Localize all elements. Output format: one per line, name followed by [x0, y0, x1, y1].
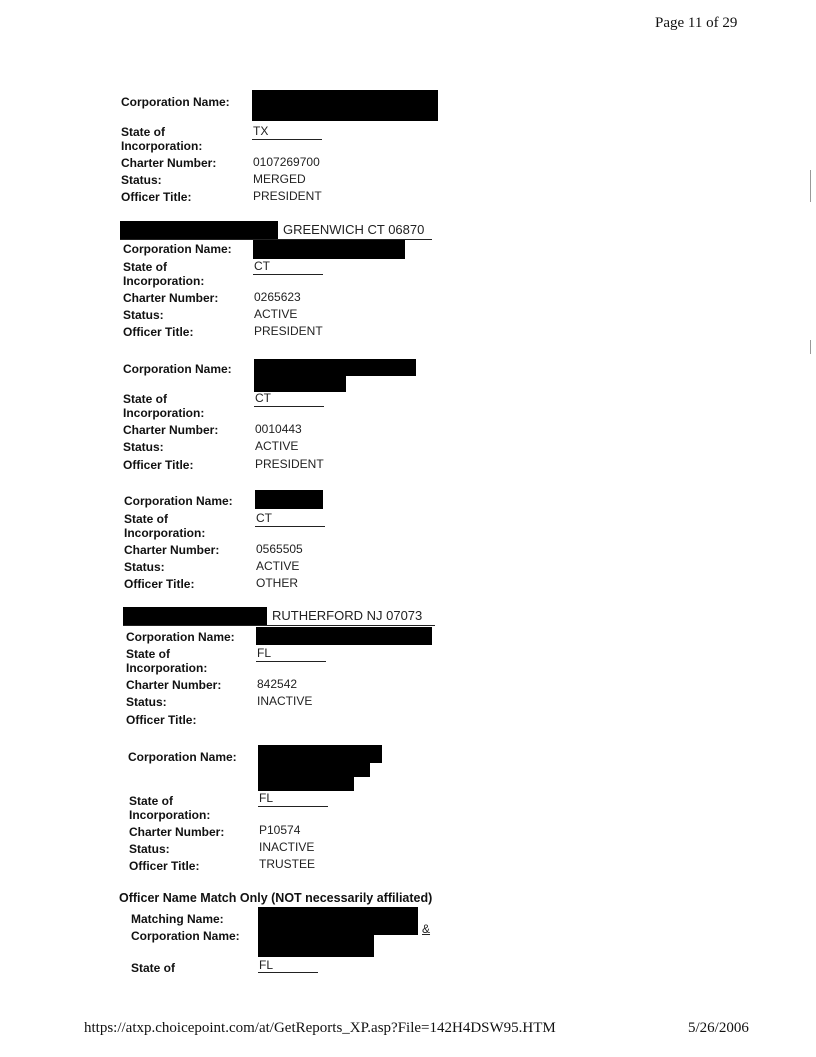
officer-title-label: Officer Title: [129, 859, 200, 873]
charter-number-label: Charter Number: [123, 291, 219, 305]
charter-number-value: 0265623 [254, 290, 301, 304]
officer-title-value: TRUSTEE [259, 857, 316, 871]
status-label: Status: [124, 560, 165, 574]
officer-title-label: Officer Title: [123, 458, 194, 472]
incorporation-label: Incorporation: [123, 274, 205, 288]
redaction-block [120, 221, 278, 239]
incorporation-label: Incorporation: [129, 808, 211, 822]
charter-number-label: Charter Number: [126, 678, 222, 692]
footer-url: https://atxp.choicepoint.com/at/GetReports_XP.asp?File=142H4DSW95.HTM [84, 1020, 556, 1036]
redaction-block [252, 90, 438, 121]
status-label: Status: [123, 308, 164, 322]
field-underline [258, 972, 318, 973]
incorporation-label: Incorporation: [121, 139, 203, 153]
redaction-block [258, 907, 418, 935]
status-value: MERGED [253, 172, 306, 186]
incorporation-label: Incorporation: [124, 526, 206, 540]
status-value: ACTIVE [254, 307, 298, 321]
page-number: Page 11 of 29 [655, 15, 738, 31]
corporation-name-label: Corporation Name: [121, 95, 230, 109]
state-value: CT [255, 391, 271, 405]
charter-number-label: Charter Number: [124, 543, 220, 557]
corporation-name-suffix: & [422, 922, 431, 936]
state-label: State of [129, 794, 174, 808]
field-underline [255, 526, 325, 527]
status-label: Status: [129, 842, 170, 856]
state-label: State of [123, 260, 168, 274]
corporation-name-label: Corporation Name: [124, 494, 233, 508]
scan-mark [810, 340, 811, 354]
officer-title-label: Officer Title: [123, 325, 194, 339]
footer-date: 5/26/2006 [688, 1020, 749, 1036]
status-label: Status: [123, 440, 164, 454]
matching-name-label: Matching Name: [131, 912, 224, 926]
state-value: CT [254, 259, 270, 273]
officer-title-value: PRESIDENT [253, 189, 322, 203]
redaction-block [254, 359, 416, 376]
status-value: ACTIVE [256, 559, 300, 573]
redaction-block [123, 607, 267, 625]
redaction-block [258, 935, 374, 957]
state-label: State of [126, 647, 171, 661]
charter-number-value: 842542 [257, 677, 298, 691]
redaction-block [255, 490, 323, 509]
state-value: FL [257, 646, 272, 660]
state-label: State of [131, 961, 176, 975]
address-text: RUTHERFORD NJ 07073 [272, 608, 423, 623]
charter-number-label: Charter Number: [123, 423, 219, 437]
charter-number-label: Charter Number: [129, 825, 225, 839]
field-underline [252, 139, 322, 140]
charter-number-value: P10574 [259, 823, 301, 837]
officer-title-value: PRESIDENT [255, 457, 324, 471]
field-underline [256, 661, 326, 662]
corporation-name-label: Corporation Name: [123, 362, 232, 376]
redaction-block [254, 376, 346, 392]
charter-number-value: 0010443 [255, 422, 302, 436]
officer-title-label: Officer Title: [124, 577, 195, 591]
field-underline [253, 274, 323, 275]
officer-title-value: PRESIDENT [254, 324, 323, 338]
corporation-name-label: Corporation Name: [128, 750, 237, 764]
officer-title-label: Officer Title: [121, 190, 192, 204]
status-label: Status: [121, 173, 162, 187]
officer-title-value: OTHER [256, 576, 298, 590]
charter-number-value: 0565505 [256, 542, 303, 556]
corporation-name-label: Corporation Name: [131, 929, 240, 943]
incorporation-label: Incorporation: [123, 406, 205, 420]
redaction-block [256, 627, 432, 645]
corporation-name-label: Corporation Name: [123, 242, 232, 256]
status-value: ACTIVE [255, 439, 299, 453]
status-label: Status: [126, 695, 167, 709]
corporation-name-label: Corporation Name: [126, 630, 235, 644]
state-value: CT [256, 511, 272, 525]
status-value: INACTIVE [259, 840, 315, 854]
address-underline [123, 625, 435, 626]
incorporation-label: Incorporation: [126, 661, 208, 675]
state-label: State of [123, 392, 168, 406]
redaction-block [258, 763, 370, 777]
redaction-block [253, 240, 405, 259]
field-underline [254, 406, 324, 407]
field-underline [258, 806, 328, 807]
scan-mark [810, 170, 811, 202]
charter-number-label: Charter Number: [121, 156, 217, 170]
state-label: State of [124, 512, 169, 526]
officer-title-label: Officer Title: [126, 713, 197, 727]
state-value: FL [259, 791, 274, 805]
officer-match-heading: Officer Name Match Only (NOT necessarily affiliated) [119, 891, 433, 905]
redaction-block [258, 745, 382, 763]
redaction-block [258, 777, 354, 791]
charter-number-value: 0107269700 [253, 155, 320, 169]
state-value: FL [259, 958, 274, 972]
address-text: GREENWICH CT 06870 [283, 222, 425, 237]
status-value: INACTIVE [257, 694, 313, 708]
state-value: TX [253, 124, 269, 138]
state-label: State of [121, 125, 166, 139]
